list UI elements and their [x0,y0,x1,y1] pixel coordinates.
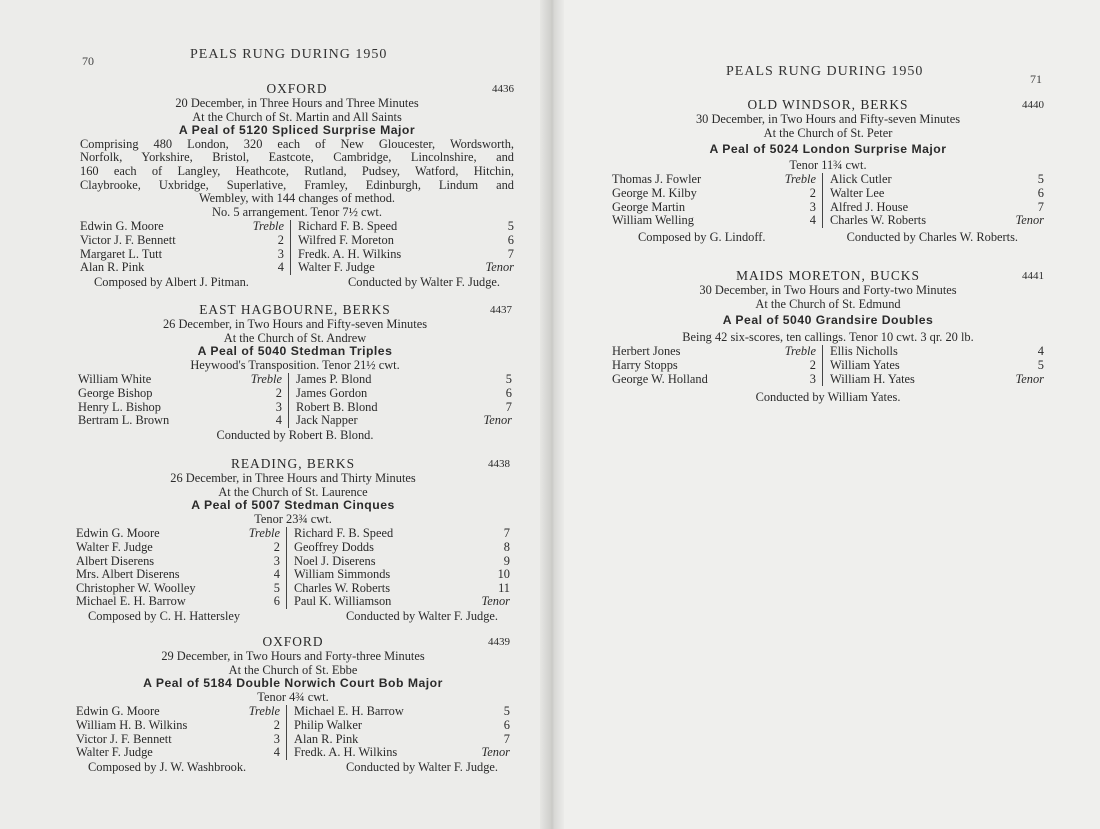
ringer-bell: Tenor [481,745,510,760]
peal-title: A Peal of 5040 Stedman Triples [197,344,393,359]
peal-description-line: Claybrooke, Uxbridge, Superlative, Framley, Edinburgh, Lindum and [80,177,514,192]
ringer-bell: Tenor [485,260,514,275]
ringer-name: Wilfred F. Moreton [298,232,394,247]
ringer-bell: 7 [1037,199,1044,214]
ringer-bell: 3 [809,371,816,386]
ringer-name: Victor J. F. Bennett [76,731,172,746]
ringer-bell: 2 [809,357,816,372]
ringer-bell: Tenor [481,594,510,609]
peal-number: 4437 [490,304,512,316]
peal-description-line: 160 each of Langley, Heathcote, Rutland, Pudsey, Watford, Hitchin, [80,163,514,178]
ringer-bell: 5 [505,372,512,387]
ringer-bell: 2 [273,717,280,732]
peal-footer [76,761,510,775]
peal-church: At the Church of St. Laurence [218,484,368,499]
page-number: 71 [1030,72,1042,86]
ringer-bell: 5 [1037,172,1044,187]
ringer-name: James P. Blond [296,372,372,387]
peal-tenor: No. 5 arrangement. Tenor 7½ cwt. [212,204,382,219]
ringers-table [612,173,1044,227]
ringer-name: Michael E. H. Barrow [76,594,186,609]
peal-title: A Peal of 5120 Spliced Surprise Major [178,123,416,138]
ringer-bell: Tenor [1015,371,1044,386]
peal-conductor: Conducted by Charles W. Roberts. [846,229,1018,244]
ringer-name: Henry L. Bishop [78,399,161,414]
ringer-bell: Treble [784,344,816,359]
ringer-bell: 3 [273,731,280,746]
ringer-bell: 2 [809,185,816,200]
right-page [552,0,1100,829]
ringer-bell: 4 [809,213,816,228]
peal-heading [612,98,1044,113]
ringer-bell: 4 [275,413,282,428]
ringer-name: Fredk. A. H. Wilkins [298,246,402,261]
ringer-bell: 3 [273,553,280,568]
peal-tenor: Tenor 11¾ cwt. [789,157,867,172]
ringer-name: Charles W. Roberts [830,213,927,228]
ringer-bell: Treble [248,704,280,719]
ringer-bell: 5 [507,219,514,234]
ringer-name: Paul K. Williamson [294,594,392,609]
peal-title: A Peal of 5024 London Surprise Major [709,142,947,157]
peal-heading [76,457,510,472]
peal-conductor: Conducted by William Yates. [755,390,901,405]
ringer-bell: 7 [507,246,514,261]
ringer-name: Walter F. Judge [298,260,375,275]
peal-church: At the Church of St. Edmund [755,296,901,311]
peal-number: 4436 [492,83,514,95]
peal-heading [78,303,512,318]
ringer-name: Ellis Nicholls [830,344,898,359]
peal-number: 4440 [1022,99,1044,111]
ringers-table [78,373,512,427]
ringer-name: Edwin G. Moore [80,219,164,234]
peal-composer: Composed by G. Lindoff. [638,229,766,244]
peal-composer: Composed by J. W. Washbrook. [88,759,247,774]
peal-place: READING, BERKS [230,456,356,471]
ringer-bell: 7 [505,399,512,414]
ringer-bell: 4 [273,745,280,760]
ringer-name: Mrs. Albert Diserens [76,567,180,582]
ringer-bell: 6 [1037,185,1044,200]
ringer-bell: 9 [503,553,510,568]
page-number: 70 [82,54,94,68]
peal-date: 20 December, in Three Hours and Three Minutes [175,96,419,110]
ringer-bell: Treble [248,526,280,541]
peal-title: A Peal of 5007 Stedman Cinques [191,498,395,513]
ringer-name: Edwin G. Moore [76,526,160,541]
peal-footer [80,276,514,290]
peal-date: 29 December, in Two Hours and Forty-three Minutes [161,649,425,663]
peal-place: OXFORD [266,81,328,96]
peal-entry [78,303,512,442]
peal-heading [80,82,514,97]
ringer-bell: 3 [809,199,816,214]
peal-composer: Composed by C. H. Hattersley [88,608,241,623]
peal-tenor: Tenor 23¾ cwt. [254,511,332,526]
ringer-name: Charles W. Roberts [294,580,391,595]
ringer-name: William H. B. Wilkins [76,717,188,732]
ringer-name: Richard F. B. Speed [294,526,394,541]
ringer-name: William Simmonds [294,567,391,582]
ringer-name: Jack Napper [296,413,358,428]
ringer-bell: 2 [275,385,282,400]
peal-number: 4439 [488,636,510,648]
peal-entry [612,98,1044,244]
peal-entry [612,269,1044,405]
ringer-name: William White [78,372,152,387]
ringer-name: Noel J. Diserens [294,553,376,568]
peal-description-line: Norfolk, Yorkshire, Bristol, Eastcote, Cambridge, Lincolnshire, and [80,150,514,165]
peal-number: 4441 [1022,270,1044,282]
peal-church: At the Church of St. Peter [763,125,893,140]
ringers-table [612,345,1044,386]
peal-footer [612,231,1044,245]
ringer-bell: 6 [503,717,510,732]
ringer-bell: Tenor [483,413,512,428]
peal-conductor: Conducted by Walter F. Judge. [346,608,498,623]
ringer-name: Harry Stopps [612,357,678,372]
peal-number: 4438 [488,458,510,470]
ringer-bell: 2 [277,232,284,247]
ringer-name: George Martin [612,199,686,214]
ringer-bell: 11 [498,580,510,595]
peal-church: At the Church of St. Andrew [223,330,367,345]
peal-date: 30 December, in Two Hours and Forty-two Minutes [699,283,957,297]
ringer-name: Edwin G. Moore [76,704,160,719]
ringer-bell: 8 [503,539,510,554]
ringer-name: George W. Holland [612,371,708,386]
ringer-bell: 5 [1037,357,1044,372]
peal-entry [76,635,510,774]
ringer-name: Alan R. Pink [294,731,359,746]
ringers-table [76,705,510,759]
peal-place: OLD WINDSOR, BERKS [747,97,909,112]
ringer-bell: 5 [273,580,280,595]
peal-date: 26 December, in Three Hours and Thirty Minutes [170,471,416,485]
ringer-bell: 3 [277,246,284,261]
ringer-bell: 10 [497,567,510,582]
ringer-name: Robert B. Blond [296,399,378,414]
peal-church: At the Church of St. Martin and All Saints [192,109,402,124]
peal-description-line: Comprising 480 London, 320 each of New Gloucester, Wordsworth, [80,136,514,151]
peal-conductor: Conducted by Robert B. Blond. [216,427,374,442]
ringer-name: Walter Lee [830,185,885,200]
ringer-name: Walter F. Judge [76,539,153,554]
ringer-name: William Yates [830,357,900,372]
peal-heading [612,269,1044,284]
ringer-bell: Treble [250,372,282,387]
ringer-bell: 3 [275,399,282,414]
ringer-bell: 4 [1037,344,1044,359]
peal-description-end: Wembley, with 144 changes of method. [198,191,396,206]
peal-place: MAIDS MORETON, BUCKS [736,268,920,283]
peal-heading [76,635,510,650]
ringer-name: Geoffrey Dodds [294,539,374,554]
ringer-name: Alick Cutler [830,172,892,187]
ringer-bell: Treble [252,219,284,234]
ringer-bell: Treble [784,172,816,187]
peal-title: A Peal of 5040 Grandsire Doubles [722,313,934,328]
running-head: PEALS RUNG DURING 1950 [190,47,388,62]
ringer-bell: 6 [505,385,512,400]
ringer-bell: 6 [507,232,514,247]
ringer-name: Christopher W. Woolley [76,580,196,595]
ringer-name: Philip Walker [294,717,362,732]
peal-entry [80,82,514,289]
ringer-name: Bertram L. Brown [78,413,170,428]
peal-conductor: Conducted by Walter F. Judge. [348,274,500,289]
ringer-name: William Welling [612,213,694,228]
peal-conductor: Conducted by Walter F. Judge. [346,759,498,774]
ringer-name: Alan R. Pink [80,260,145,275]
ringer-name: Richard F. B. Speed [298,219,398,234]
ringer-name: George M. Kilby [612,185,697,200]
ringer-bell: 7 [503,731,510,746]
ringer-name: Fredk. A. H. Wilkins [294,745,398,760]
peal-place: EAST HAGBOURNE, BERKS [199,302,391,317]
ringer-bell: 5 [503,704,510,719]
peal-tenor: Tenor 4¾ cwt. [257,689,329,704]
ringer-name: Michael E. H. Barrow [294,704,404,719]
peal-footer [76,610,510,624]
ringer-name: William H. Yates [830,371,915,386]
ringer-name: Albert Diserens [76,553,155,568]
book-gutter [540,0,564,829]
ringer-name: Thomas J. Fowler [612,172,702,187]
ringer-bell: 4 [273,567,280,582]
ringer-name: Herbert Jones [612,344,681,359]
ringer-name: Alfred J. House [830,199,909,214]
peal-date: 26 December, in Two Hours and Fifty-seven Minutes [162,317,428,331]
peal-composer: Composed by Albert J. Pitman. [94,274,249,289]
peal-tenor: Heywood's Transposition. Tenor 21½ cwt. [190,357,400,372]
ringer-name: Margaret L. Tutt [80,246,163,261]
peal-date: 30 December, in Two Hours and Fifty-seven Minutes [695,112,961,126]
ringers-table [76,527,510,609]
ringer-bell: 7 [503,526,510,541]
peal-place: OXFORD [262,634,324,649]
running-head: PEALS RUNG DURING 1950 [726,64,924,79]
ringer-name: Victor J. F. Bennett [80,232,176,247]
peal-church: At the Church of St. Ebbe [228,662,358,677]
peal-tenor: Being 42 six-scores, ten callings. Tenor 10 cwt. 3 qr. 20 lb. [682,329,974,344]
ringer-name: Walter F. Judge [76,745,153,760]
ringer-bell: Tenor [1015,213,1044,228]
peal-title: A Peal of 5184 Double Norwich Court Bob Major [143,676,443,691]
ringer-bell: 2 [273,539,280,554]
ringer-name: James Gordon [296,385,368,400]
ringer-bell: 4 [277,260,284,275]
ringers-table [80,220,514,274]
peal-entry [76,457,510,624]
ringer-name: George Bishop [78,385,153,400]
ringer-bell: 6 [273,594,280,609]
